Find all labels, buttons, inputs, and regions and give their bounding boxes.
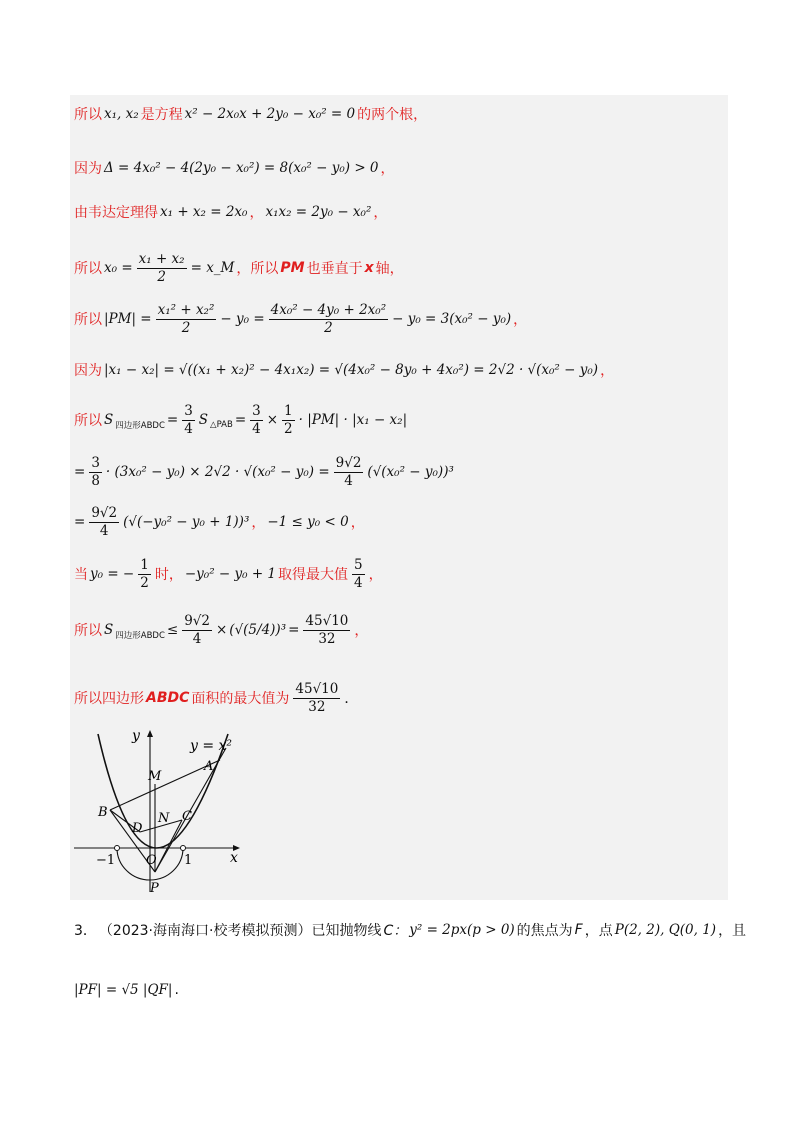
label-curve: y = x² [190, 738, 233, 754]
text: 所以 [74, 413, 102, 430]
text: ， [354, 623, 369, 640]
math: (√(5/4))³ [229, 622, 287, 639]
text: 所以 [74, 261, 102, 278]
roots-vars: x₁, x₂ [104, 106, 139, 122]
denominator: 4 [192, 630, 202, 647]
text: 的两个根， [357, 107, 428, 123]
fraction [138, 558, 151, 591]
label-o: O [146, 853, 157, 868]
fraction [269, 303, 388, 336]
text: ， [373, 205, 388, 221]
text: 时， [154, 567, 183, 584]
y0-range: −1 ≤ y₀ < 0 [267, 514, 349, 531]
denominator: 4 [99, 522, 109, 539]
distance-equation: |x₁ − x₂| = √((x₁ + x₂)² − 4x₁x₂) = √(4x₀² − 8y₀ + 4x₀²) = 2√2 · √(x₀² − y₀) [104, 362, 599, 378]
numerator: x₁² + x₂² [157, 302, 215, 318]
text: 所以 [74, 312, 102, 329]
problem-number: 3． [74, 923, 97, 939]
text: ， [513, 312, 528, 329]
parabola-equation: y² = 2px(p > 0) [409, 922, 515, 938]
text: ，且 [718, 923, 747, 939]
text: 因为 [74, 161, 102, 177]
quadratic-equation: x² − 2x₀x + 2y₀ − x₀² = 0 [184, 106, 356, 122]
math: x₀ = [104, 260, 133, 277]
solution-line-11 [74, 614, 368, 647]
text: 也垂直于 [306, 261, 363, 278]
text: ， [368, 567, 383, 584]
math: (√(−y₀² − y₀ + 1))³ [123, 514, 250, 531]
solution-line-10 [74, 558, 383, 591]
text: ，点 [584, 923, 613, 939]
segment-pm: PM [280, 260, 305, 277]
parabola-name: C： [383, 923, 408, 939]
label-c: C [182, 809, 192, 824]
numerator: 3 [184, 403, 193, 419]
denominator: 32 [308, 698, 326, 715]
fraction [334, 456, 364, 489]
label-p: P [150, 881, 159, 896]
text: ， [249, 205, 264, 221]
math: = x_M [190, 260, 235, 277]
problem-3-line-2 [74, 982, 179, 998]
label-n: N [158, 811, 170, 826]
y-axis-arrow [147, 730, 153, 737]
text: 当 [74, 567, 88, 584]
numerator: 9√2 [335, 455, 362, 471]
label-x: x [230, 850, 238, 866]
quad-name: ABDC [146, 690, 190, 707]
denominator: 4 [344, 472, 353, 489]
math: = [234, 412, 247, 429]
fraction [250, 404, 263, 437]
math: |PM| = [104, 311, 152, 328]
fraction [137, 252, 187, 285]
math: = [166, 412, 179, 429]
numerator: 3 [252, 403, 261, 419]
text: ， [251, 515, 266, 532]
math: = [74, 514, 86, 531]
fraction [89, 506, 119, 539]
problem-3-line-1 [74, 920, 746, 940]
numerator: 3 [91, 455, 100, 471]
math: y₀ = − [90, 566, 135, 583]
solution-line-1 [74, 104, 427, 124]
math: × [266, 412, 279, 429]
subscript: 四边形ABDC [115, 631, 165, 642]
fraction [182, 404, 195, 437]
denominator: 2 [157, 268, 166, 285]
math: S [198, 412, 209, 429]
fraction [293, 682, 340, 715]
numerator: 1 [140, 557, 149, 573]
text: 所以 [74, 623, 102, 640]
x-axis-name: x [364, 260, 374, 277]
solution-line-2 [74, 158, 395, 178]
denominator: 32 [318, 630, 336, 647]
denominator: 4 [354, 574, 363, 591]
math: (√(x₀² − y₀))³ [367, 464, 454, 481]
solution-line-12 [74, 682, 358, 715]
fraction [352, 558, 365, 591]
text: 是方程 [140, 107, 183, 123]
label-y: y [132, 728, 140, 744]
text: ， [350, 515, 365, 532]
denominator: 2 [140, 574, 149, 591]
discriminant-equation: Δ = 4x₀² − 4(2y₀ − x₀²) = 8(x₀² − y₀) > 0 [104, 160, 379, 176]
math: −y₀² − y₀ + 1 [184, 566, 277, 583]
vieta-product: x₁x₂ = 2y₀ − x₀² [265, 204, 372, 220]
subscript: 四边形ABDC [115, 421, 165, 432]
denominator: 4 [252, 420, 261, 437]
denominator: 2 [324, 319, 333, 336]
label-one: 1 [184, 853, 193, 868]
solution-line-4 [74, 252, 404, 285]
text: 取得最大值 [278, 567, 349, 584]
solution-line-5 [74, 303, 527, 336]
text: ， [380, 161, 395, 177]
fraction [156, 303, 217, 336]
point-1 [181, 846, 186, 851]
numerator: 4x₀² − 4y₀ + 2x₀² [270, 302, 387, 318]
text: . [174, 982, 179, 998]
point-neg1 [115, 846, 120, 851]
denominator: 8 [91, 472, 100, 489]
problem-source: （2023·海南海口·校考模拟预测）已知抛物线 [98, 923, 382, 939]
text: ， [600, 363, 615, 379]
label-d: D [132, 821, 143, 836]
math: S [104, 412, 114, 429]
parabola-figure [70, 724, 245, 896]
denominator: 4 [184, 420, 193, 437]
points-pq: P(2, 2), Q(0, 1) [614, 922, 717, 938]
vieta-sum: x₁ + x₂ = 2x₀ [160, 204, 248, 220]
numerator: 1 [284, 403, 293, 419]
numerator: 45√10 [305, 613, 349, 629]
focus-name: F [574, 922, 583, 938]
fraction [182, 614, 212, 647]
denominator: 2 [181, 319, 191, 336]
text: 由韦达定理得 [74, 205, 158, 221]
solution-line-9 [74, 506, 365, 539]
math: = [288, 622, 300, 639]
label-b: B [98, 805, 108, 820]
text: 面积的最大值为 [191, 691, 290, 708]
math: − y₀ = 3(x₀² − y₀) [392, 311, 512, 328]
math: · (3x₀² − y₀) × 2√2 · √(x₀² − y₀) = [105, 464, 330, 481]
fraction [282, 404, 295, 437]
math: × [215, 622, 228, 639]
label-a: A [204, 759, 214, 774]
text: 轴， [375, 261, 404, 278]
math: S [104, 622, 114, 639]
fraction [89, 456, 102, 489]
distance-condition: |PF| = √5 |QF| [74, 982, 173, 998]
solution-line-8 [74, 456, 454, 489]
numerator: x₁ + x₂ [138, 251, 185, 267]
label-m: M [148, 769, 162, 784]
solution-line-7 [74, 404, 407, 437]
math: = [74, 464, 86, 481]
numerator: 9√2 [184, 613, 210, 629]
math: ≤ [166, 622, 179, 639]
text: 所以四边形 [74, 691, 144, 708]
numerator: 45√10 [295, 681, 339, 697]
math: · |PM| · |x₁ − x₂| [298, 412, 408, 429]
text: 所以 [74, 107, 102, 123]
subscript: △PAB [210, 420, 233, 431]
math: − y₀ = [220, 311, 265, 328]
text: ． [344, 691, 359, 708]
denominator: 2 [284, 420, 293, 437]
text: ，所以 [236, 261, 279, 278]
text: 的焦点为 [516, 923, 573, 939]
numerator: 9√2 [91, 505, 118, 521]
numerator: 5 [354, 557, 363, 573]
solution-line-6 [74, 360, 614, 380]
text: 因为 [74, 363, 102, 379]
solution-line-3 [74, 202, 387, 222]
label-neg1: −1 [96, 853, 116, 868]
fraction [303, 614, 350, 647]
